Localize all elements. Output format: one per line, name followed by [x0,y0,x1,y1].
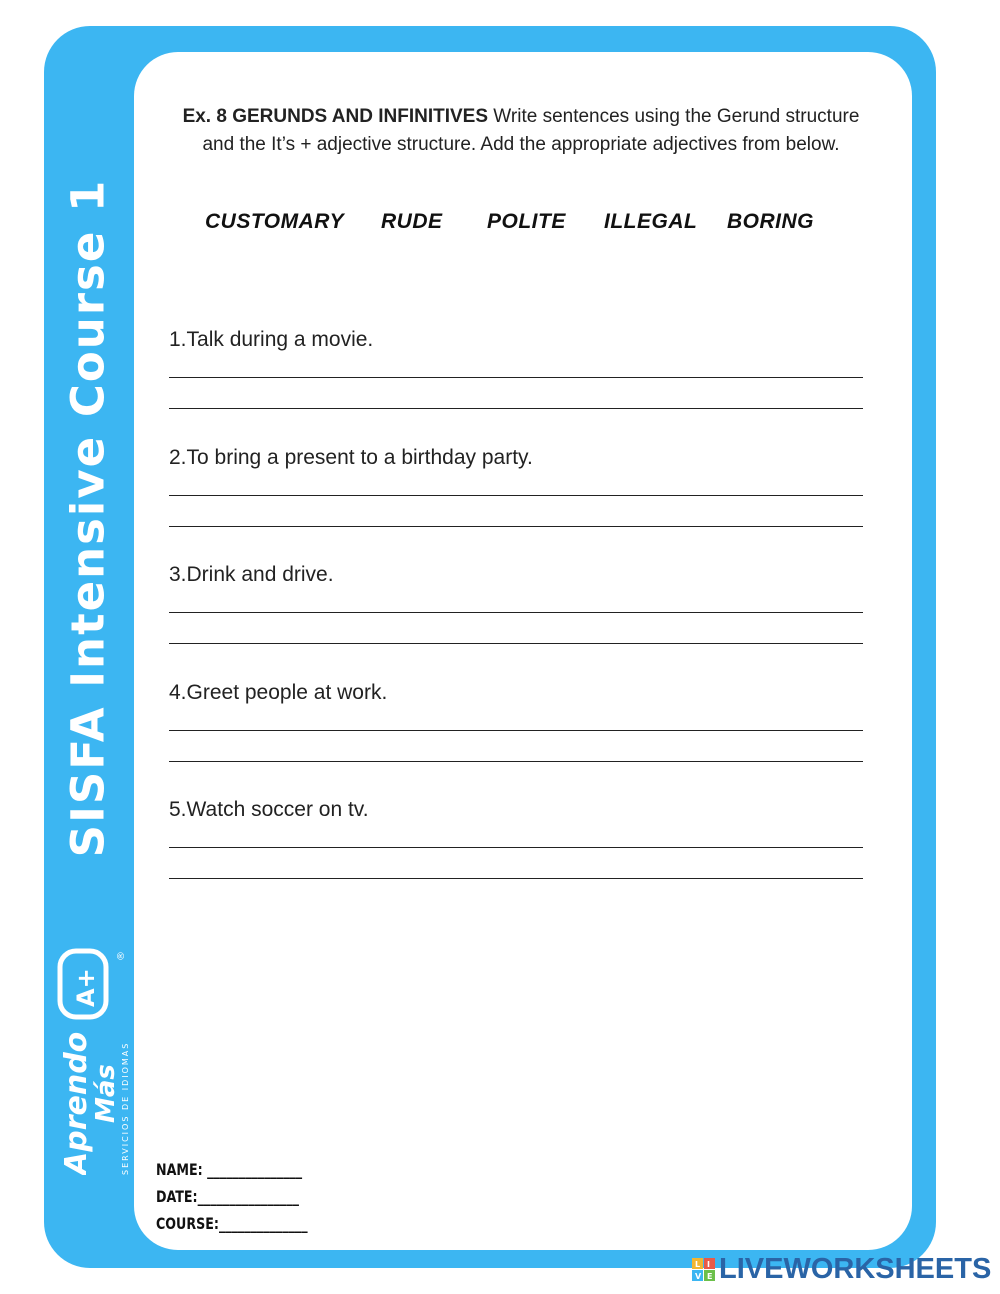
item-prompt: 1.Talk during a movie. [169,328,374,351]
logo-registered-mark: ® [116,951,127,961]
badge-letter-e: E [707,1272,713,1281]
item-prompt: 3.Drink and drive. [169,563,334,586]
adjective-bank [190,210,840,240]
adjective-rude: RUDE [381,210,443,233]
course-title: SISFA Intensive Course 1 [61,178,115,858]
exercise-item-4 [169,678,863,762]
exercise-instructions-text: Write sentences using the Gerund structure and the It’s + adjective structure. Add the appropriate adjectives from below. [202,106,860,155]
badge-letter-i: I [707,1260,710,1269]
badge-letter-v: V [695,1272,702,1281]
answer-line[interactable] [169,761,863,762]
logo-brand-line1: Aprendo [59,1031,94,1175]
logo-badge-text: A+ [72,968,100,1007]
adjective-customary: CUSTOMARY [205,210,345,233]
aprendo-mas-logo [56,940,134,1175]
answer-line[interactable] [169,878,863,879]
logo-tagline: SERVICIOS DE IDIOMAS [121,1041,130,1175]
liveworksheets-text: LIVEWORKSHEETS [719,1253,992,1285]
item-prompt: 2.To bring a present to a birthday party. [169,446,533,469]
answer-line[interactable] [169,847,863,848]
item-prompt: 5.Watch soccer on tv. [169,798,369,821]
answer-line[interactable] [169,612,863,613]
student-info [156,1156,416,1237]
answer-line[interactable] [169,526,863,527]
adjective-boring: BORING [727,210,814,233]
answer-line[interactable] [169,408,863,409]
logo-brand-line2: Más [91,1064,121,1123]
answer-line[interactable] [169,377,863,378]
liveworksheets-logo-icon [692,1258,716,1282]
exercise-item-1 [169,325,863,409]
adjective-illegal: ILLEGAL [604,210,698,233]
exercise-instructions [166,103,876,159]
adjective-polite: POLITE [487,210,566,233]
exercise-item-3 [169,560,863,644]
answer-line[interactable] [169,495,863,496]
date-field[interactable]: DATE:________________ [156,1187,299,1206]
name-field[interactable]: NAME: _______________ [156,1160,303,1179]
course-field[interactable]: COURSE:______________ [156,1214,308,1233]
exercise-item-5 [169,795,863,879]
liveworksheets-watermark [692,1254,992,1284]
exercise-item-2 [169,443,863,527]
exercise-heading: Ex. 8 GERUNDS AND INFINITIVES [182,106,489,127]
badge-letter-l: L [695,1260,701,1269]
answer-line[interactable] [169,730,863,731]
answer-line[interactable] [169,643,863,644]
item-prompt: 4.Greet people at work. [169,681,388,704]
